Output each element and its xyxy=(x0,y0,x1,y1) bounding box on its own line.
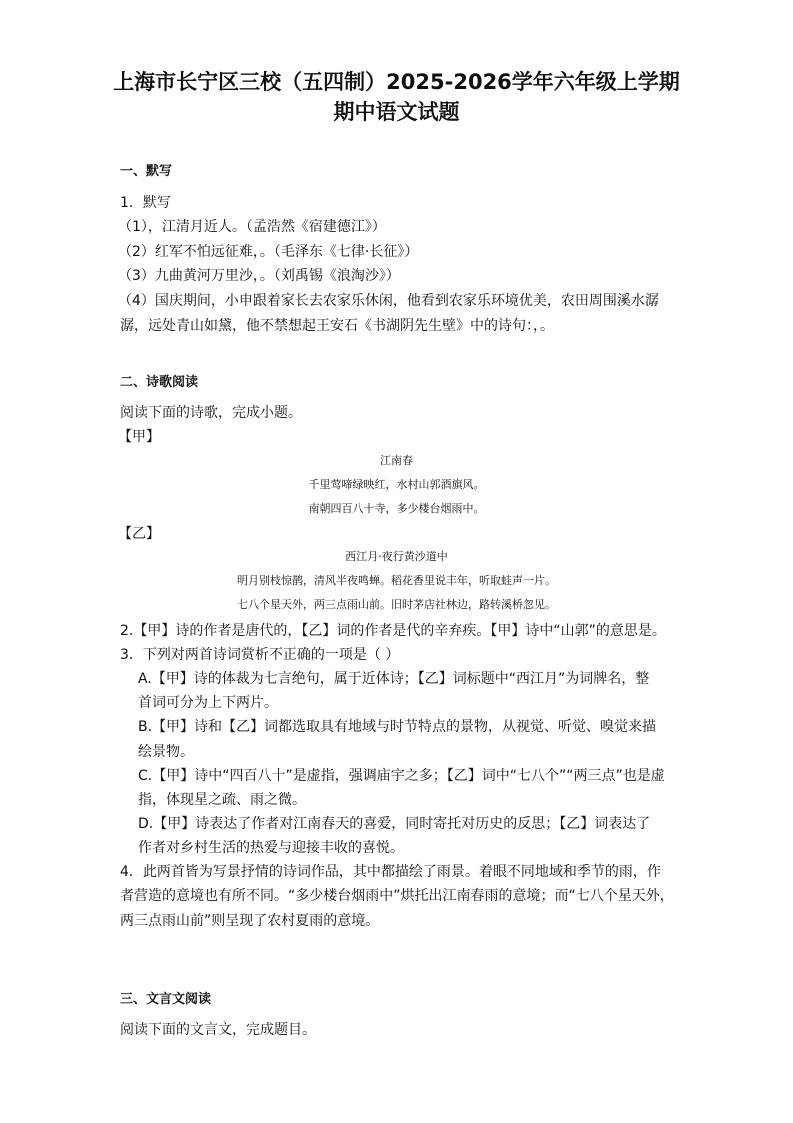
section2-heading: 二、诗歌阅读 xyxy=(120,375,199,390)
question-4-line-1: 4．此两首皆为写景抒情的诗词作品，其中都描绘了雨景。着眼不同地域和季节的雨，作 xyxy=(120,864,661,880)
document-title-line2: 期中语文试题 xyxy=(333,100,460,124)
question-4-line-2: 者营造的意境也有所不同。“多少楼台烟雨中”烘托出江南春雨的意境；而“七八个星天外， xyxy=(120,888,674,904)
section3-intro: 阅读下面的文言文，完成题目。 xyxy=(120,1022,316,1038)
poem1-line-1: 千里莺啼绿映红，水村山郭酒旗风。 xyxy=(308,478,485,491)
option-a: A.【甲】诗的体裁为七言绝句，属于近体诗；【乙】词标题中“西江月”为词牌名，整 xyxy=(138,671,650,687)
section2-intro: 阅读下面的诗歌，完成小题。 xyxy=(120,405,302,421)
question-2: 2.【甲】诗的作者是唐代的，【乙】词的作者是代的辛弃疾。【甲】诗中“山郭”的意思是。 xyxy=(120,623,666,639)
poem2-line-1: 明月别枝惊鹊，清风半夜鸣蝉。稻花香里说丰年，听取蛙声一片。 xyxy=(237,574,556,587)
poem2-line-2: 七八个星天外，两三点雨山前。旧时茅店社林边，路转溪桥忽见。 xyxy=(237,598,556,611)
dictation-item-4-cont: 潺，远处青山如黛，他不禁想起王安石《书湖阴先生壁》中的诗句：，。 xyxy=(120,318,554,334)
option-b: B.【甲】诗和【乙】词都选取具有地域与时节特点的景物，从视觉、听觉、嗅觉来描 xyxy=(138,719,657,735)
section1-heading: 一、默写 xyxy=(120,164,173,179)
option-d: D.【甲】诗表达了作者对江南春天的喜爱，同时寄托对历史的反思；【乙】词表达了 xyxy=(138,816,651,832)
option-d-cont: 作者对乡村生活的热爱与迎接丰收的喜悦。 xyxy=(138,840,404,856)
dictation-item-4: （4）国庆期间，小申跟着家长去农家乐休闲，他看到农家乐环境优美，农田周围溪水潺 xyxy=(118,293,659,309)
question-1: 1．默写 xyxy=(120,195,171,211)
section3-heading: 三、文言文阅读 xyxy=(120,992,212,1007)
poem1-line-2: 南朝四百八十寺，多少楼台烟雨中。 xyxy=(308,502,485,515)
document-title-line1: 上海市长宁区三校（五四制）2025-2026学年六年级上学期 xyxy=(113,70,680,94)
option-c: C.【甲】诗中“四百八十”是虚指，强调庙宇之多；【乙】词中“七八个”“两三点”也是虚 xyxy=(138,768,665,784)
poem-label-jia: 【甲】 xyxy=(118,429,160,445)
dictation-item-1: （1），江清月近人。（孟浩然《宿建德江》） xyxy=(118,219,386,235)
dictation-item-2: （2）红军不怕远征难，。（毛泽东《七律·长征》） xyxy=(118,244,419,260)
question-4-line-3: 两三点雨山前”则呈现了农村夏雨的意境。 xyxy=(120,913,380,929)
option-c-cont: 指，体现星之疏、雨之微。 xyxy=(138,792,306,808)
option-b-cont: 绘景物。 xyxy=(138,744,194,760)
poem2-title: 西江月·夜行黄沙道中 xyxy=(345,550,448,563)
question-3: 3．下列对两首诗词赏析不正确的一项是（ ） xyxy=(120,647,400,663)
poem1-title: 江南春 xyxy=(380,454,413,467)
option-a-cont: 首词可分为上下两片。 xyxy=(138,695,278,711)
dictation-item-3: （3）九曲黄河万里沙，。（刘禹锡《浪淘沙》） xyxy=(118,268,400,284)
poem-label-yi: 【乙】 xyxy=(118,526,160,542)
